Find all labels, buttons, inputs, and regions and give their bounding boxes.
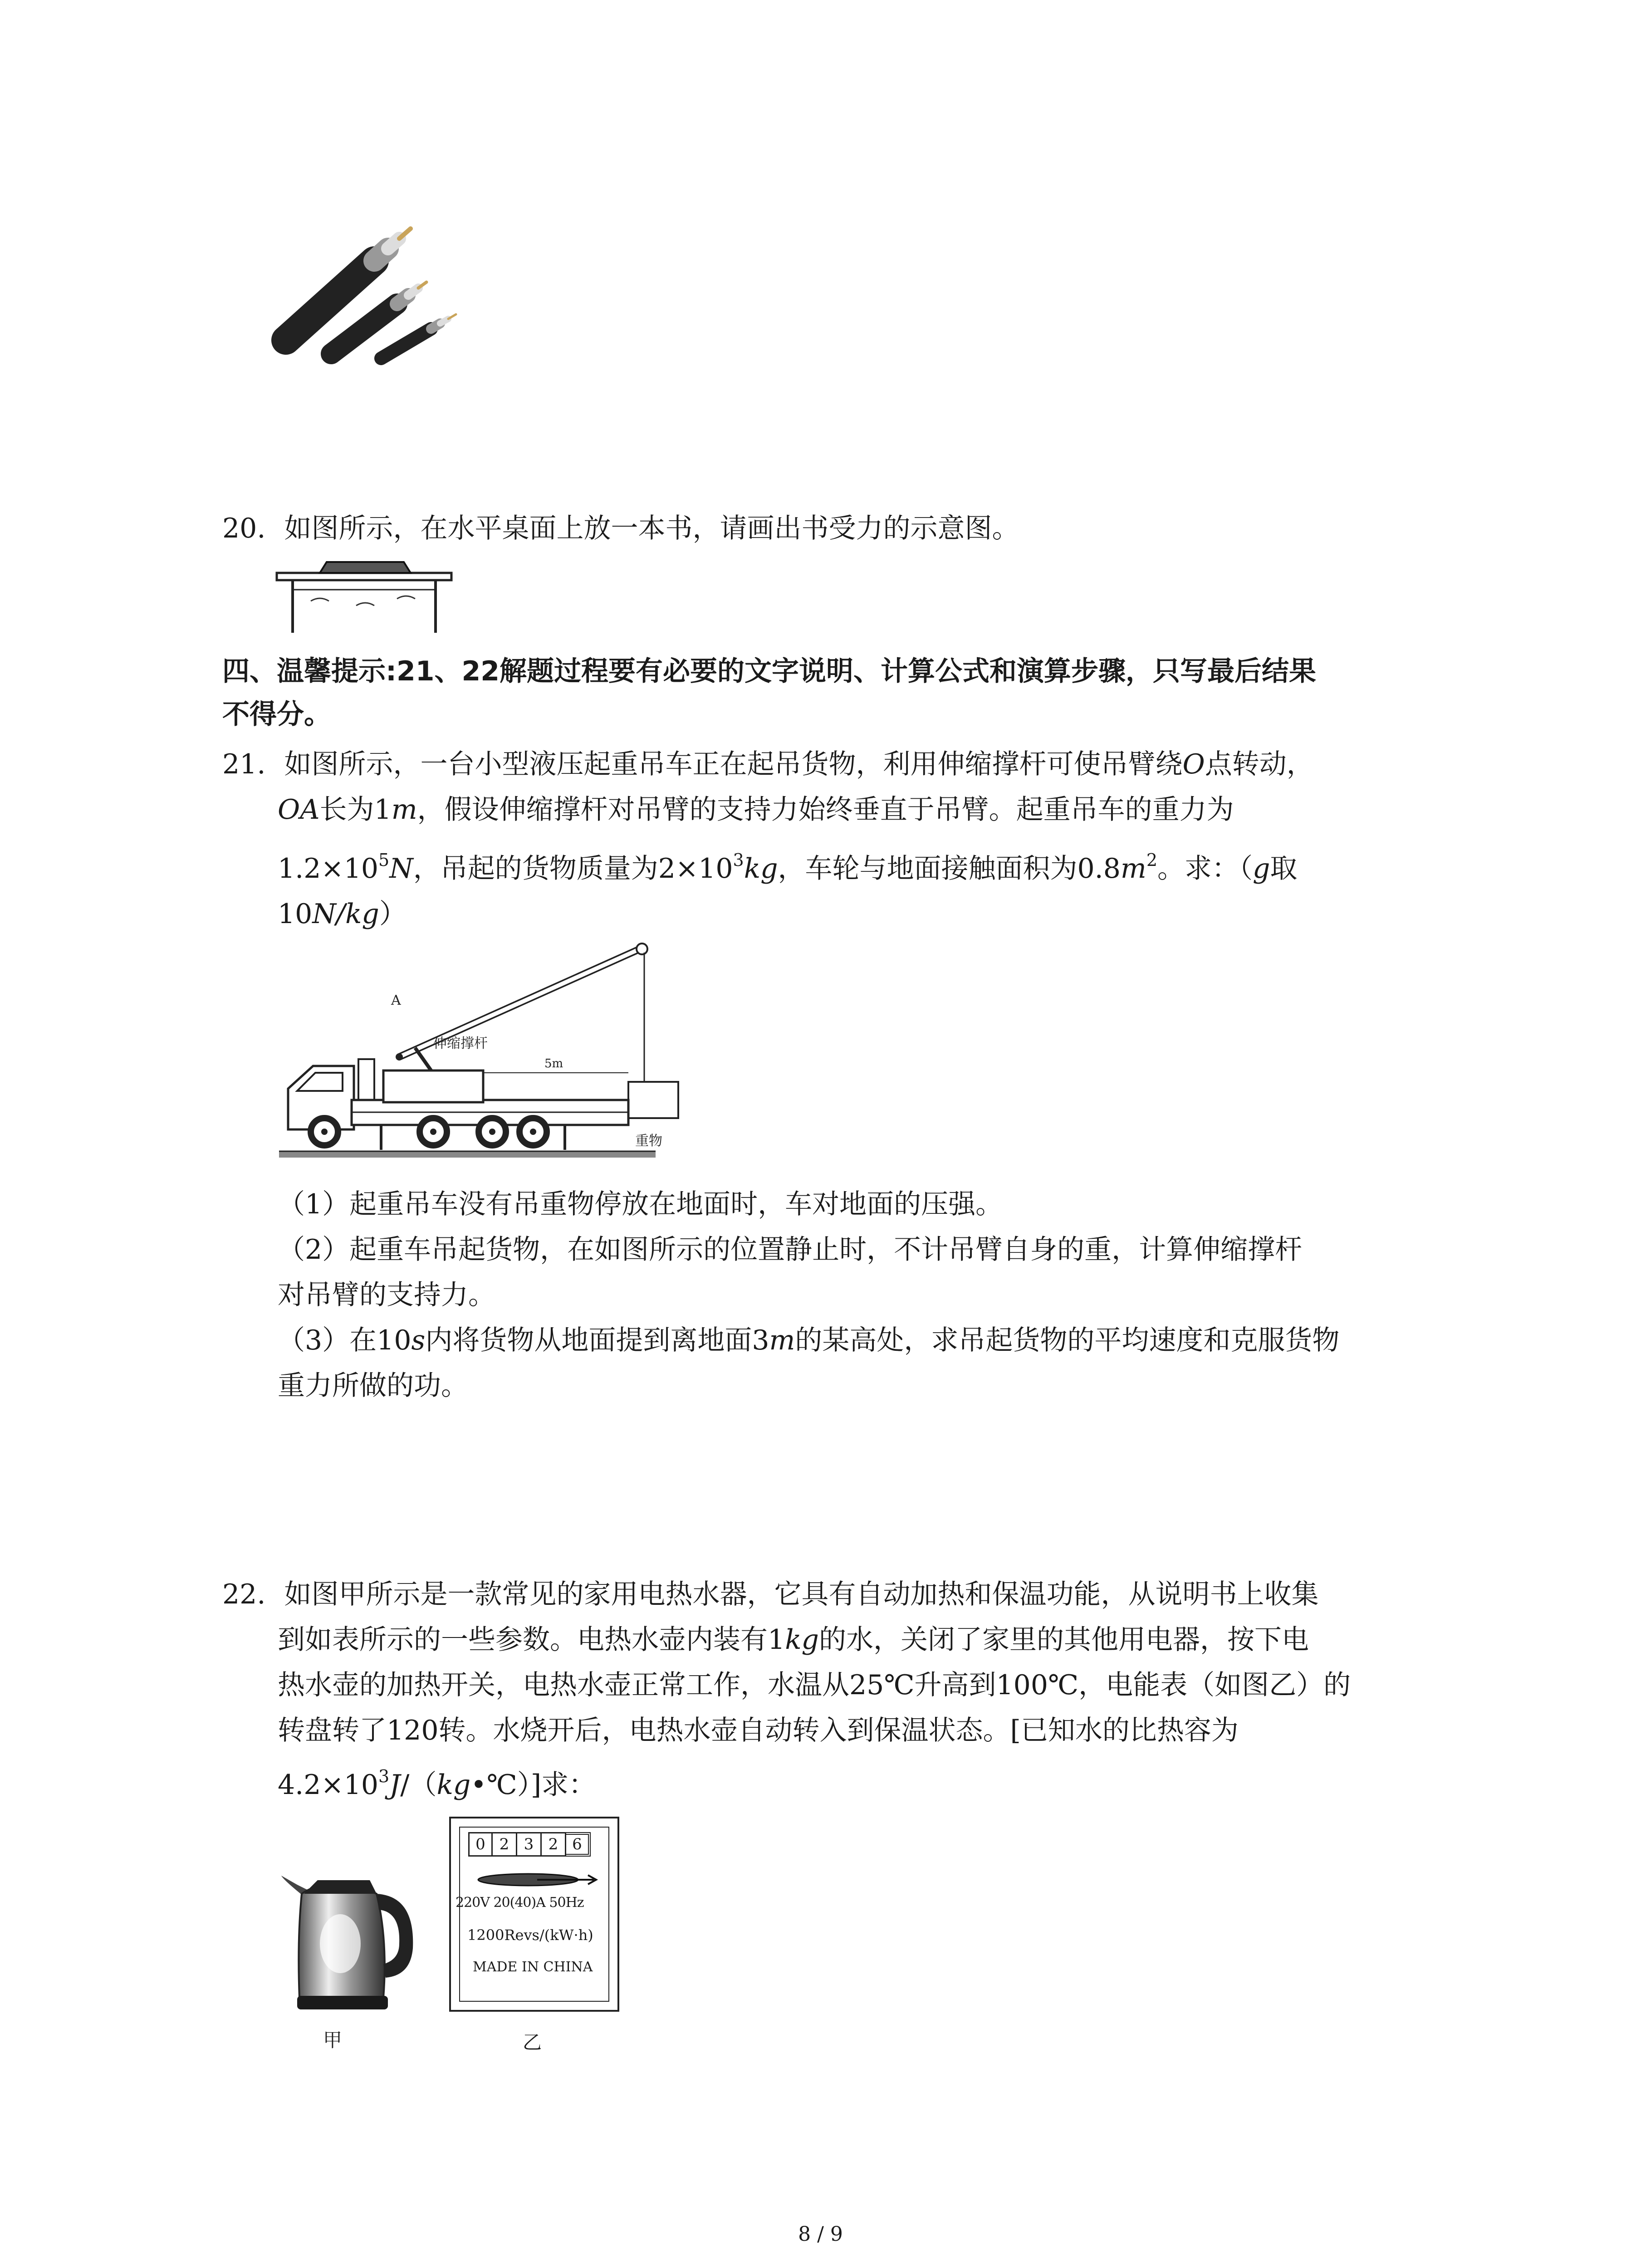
text: ，吊起的货物质量为2×10 bbox=[413, 853, 733, 885]
page-number: 8 / 9 bbox=[798, 2223, 843, 2246]
section-notice-line1: 四、温馨提示:21、22解题过程要有必要的文字说明、计算公式和演算步骤，只写最后结果 bbox=[222, 655, 1316, 687]
question-21-line2 bbox=[278, 794, 1234, 826]
q21-sub1: （1）起重吊车没有吊重物停放在地面时，车对地面的压强。 bbox=[278, 1188, 1003, 1220]
text: 1.2×10 bbox=[278, 853, 379, 885]
text: 如图甲所示是一款常见的家用电热水器，它具有自动加热和保温功能，从说明书上收集 bbox=[284, 1579, 1319, 1610]
question-21-line1 bbox=[222, 748, 1314, 780]
text: ，车轮与地面接触面积为0.8 bbox=[778, 853, 1121, 885]
unit: N/kg bbox=[312, 898, 379, 930]
label-hydraulic-rod: 伸缩撑杆 bbox=[433, 1036, 488, 1051]
label-weight: 重物 bbox=[635, 1133, 662, 1149]
unit: m bbox=[1120, 853, 1146, 885]
unit: N bbox=[389, 853, 413, 885]
meter-digit-decimal: 6 bbox=[566, 1832, 591, 1857]
unit: kg bbox=[744, 853, 778, 885]
coaxial-cable-image bbox=[277, 218, 467, 363]
question-22-line1 bbox=[222, 1581, 1319, 1608]
var: g bbox=[1253, 853, 1270, 885]
question-number: 22. bbox=[222, 1579, 266, 1610]
text: 10 bbox=[278, 898, 313, 930]
text: •℃）]求： bbox=[470, 1769, 596, 1801]
unit: m bbox=[391, 794, 417, 826]
meter-digit-row bbox=[468, 1832, 591, 1857]
text: 内将货物从地面提到离地面3 bbox=[425, 1325, 769, 1356]
question-21-line3 bbox=[278, 850, 1298, 885]
electric-kettle-image bbox=[279, 1867, 420, 2021]
unit: m bbox=[769, 1325, 795, 1356]
meter-disc-icon bbox=[469, 1868, 601, 1891]
q21-sub3-line2: 重力所做的功。 bbox=[278, 1370, 468, 1402]
meter-digit: 3 bbox=[517, 1832, 542, 1857]
text: 。求：（ bbox=[1157, 853, 1253, 885]
label-yi: 乙 bbox=[523, 2031, 542, 2053]
text: （3）在10 bbox=[278, 1325, 411, 1356]
meter-made-in: MADE IN CHINA bbox=[473, 1959, 593, 1975]
text: /（ bbox=[400, 1769, 437, 1801]
text: ） bbox=[379, 898, 407, 930]
unit: s bbox=[411, 1325, 426, 1356]
exponent: 5 bbox=[378, 850, 390, 870]
book-on-table-figure bbox=[274, 556, 454, 635]
crane-truck-figure bbox=[279, 939, 662, 1175]
text: 长为1 bbox=[319, 794, 392, 826]
unit: J bbox=[389, 1769, 401, 1801]
unit: kg bbox=[785, 1624, 819, 1656]
meter-spec: 220V 20(40)A 50Hz bbox=[456, 1895, 584, 1911]
meter-digit: 2 bbox=[493, 1832, 517, 1857]
text: 4.2×10 bbox=[278, 1769, 379, 1801]
section-notice-line2: 不得分。 bbox=[222, 699, 331, 730]
exponent: 3 bbox=[733, 850, 744, 870]
question-number: 21. bbox=[222, 748, 266, 780]
text: 取 bbox=[1270, 853, 1298, 885]
meter-digit: 2 bbox=[542, 1832, 566, 1857]
q21-sub3-line1 bbox=[278, 1327, 1339, 1354]
text: 的水，关闭了家里的其他用电器，按下电 bbox=[818, 1624, 1309, 1656]
q21-sub2-line1: （2）起重车吊起货物，在如图所示的位置静止时，不计吊臂自身的重，计算伸缩撑杆 bbox=[278, 1234, 1303, 1266]
label-length: 5m bbox=[544, 1057, 563, 1070]
text: ，假设伸缩撑杆对吊臂的支持力始终垂直于吊臂。起重吊车的重力为 bbox=[417, 794, 1234, 826]
var: OA bbox=[278, 794, 320, 826]
exponent: 3 bbox=[378, 1766, 390, 1786]
text: 到如表所示的一些参数。电热水壶内装有1 bbox=[278, 1624, 785, 1656]
unit: kg bbox=[436, 1769, 471, 1801]
text: 的某高处，求吊起货物的平均速度和克服货物 bbox=[795, 1325, 1340, 1356]
label-jia: 甲 bbox=[323, 2029, 343, 2051]
var: O bbox=[1182, 748, 1205, 780]
meter-digit: 0 bbox=[468, 1832, 493, 1857]
question-21-line4 bbox=[278, 900, 407, 928]
text: 点转动， bbox=[1205, 748, 1314, 780]
question-22-line4: 转盘转了120转。水烧开后，电热水壶自动转入到保温状态。[已知水的比热容为 bbox=[278, 1715, 1239, 1746]
exponent: 2 bbox=[1146, 850, 1157, 870]
question-22-line2 bbox=[278, 1624, 1309, 1656]
question-20 bbox=[222, 515, 1019, 542]
label-point-a: A bbox=[391, 992, 401, 1008]
text: 如图所示，一台小型液压起重吊车正在起吊货物，利用伸缩撑杆可使吊臂绕 bbox=[284, 748, 1183, 780]
question-text: 如图所示，在水平桌面上放一本书，请画出书受力的示意图。 bbox=[284, 513, 1019, 544]
energy-meter bbox=[449, 1817, 619, 2012]
meter-revs: 1200Revs/(kW·h) bbox=[467, 1926, 593, 1944]
question-22-line5 bbox=[278, 1766, 596, 1801]
question-number: 20. bbox=[222, 513, 266, 544]
q21-sub2-line2: 对吊臂的支持力。 bbox=[278, 1279, 495, 1311]
question-22-line3: 热水壶的加热开关，电热水壶正常工作，水温从25℃升高到100℃，电能表（如图乙）的 bbox=[278, 1669, 1351, 1701]
